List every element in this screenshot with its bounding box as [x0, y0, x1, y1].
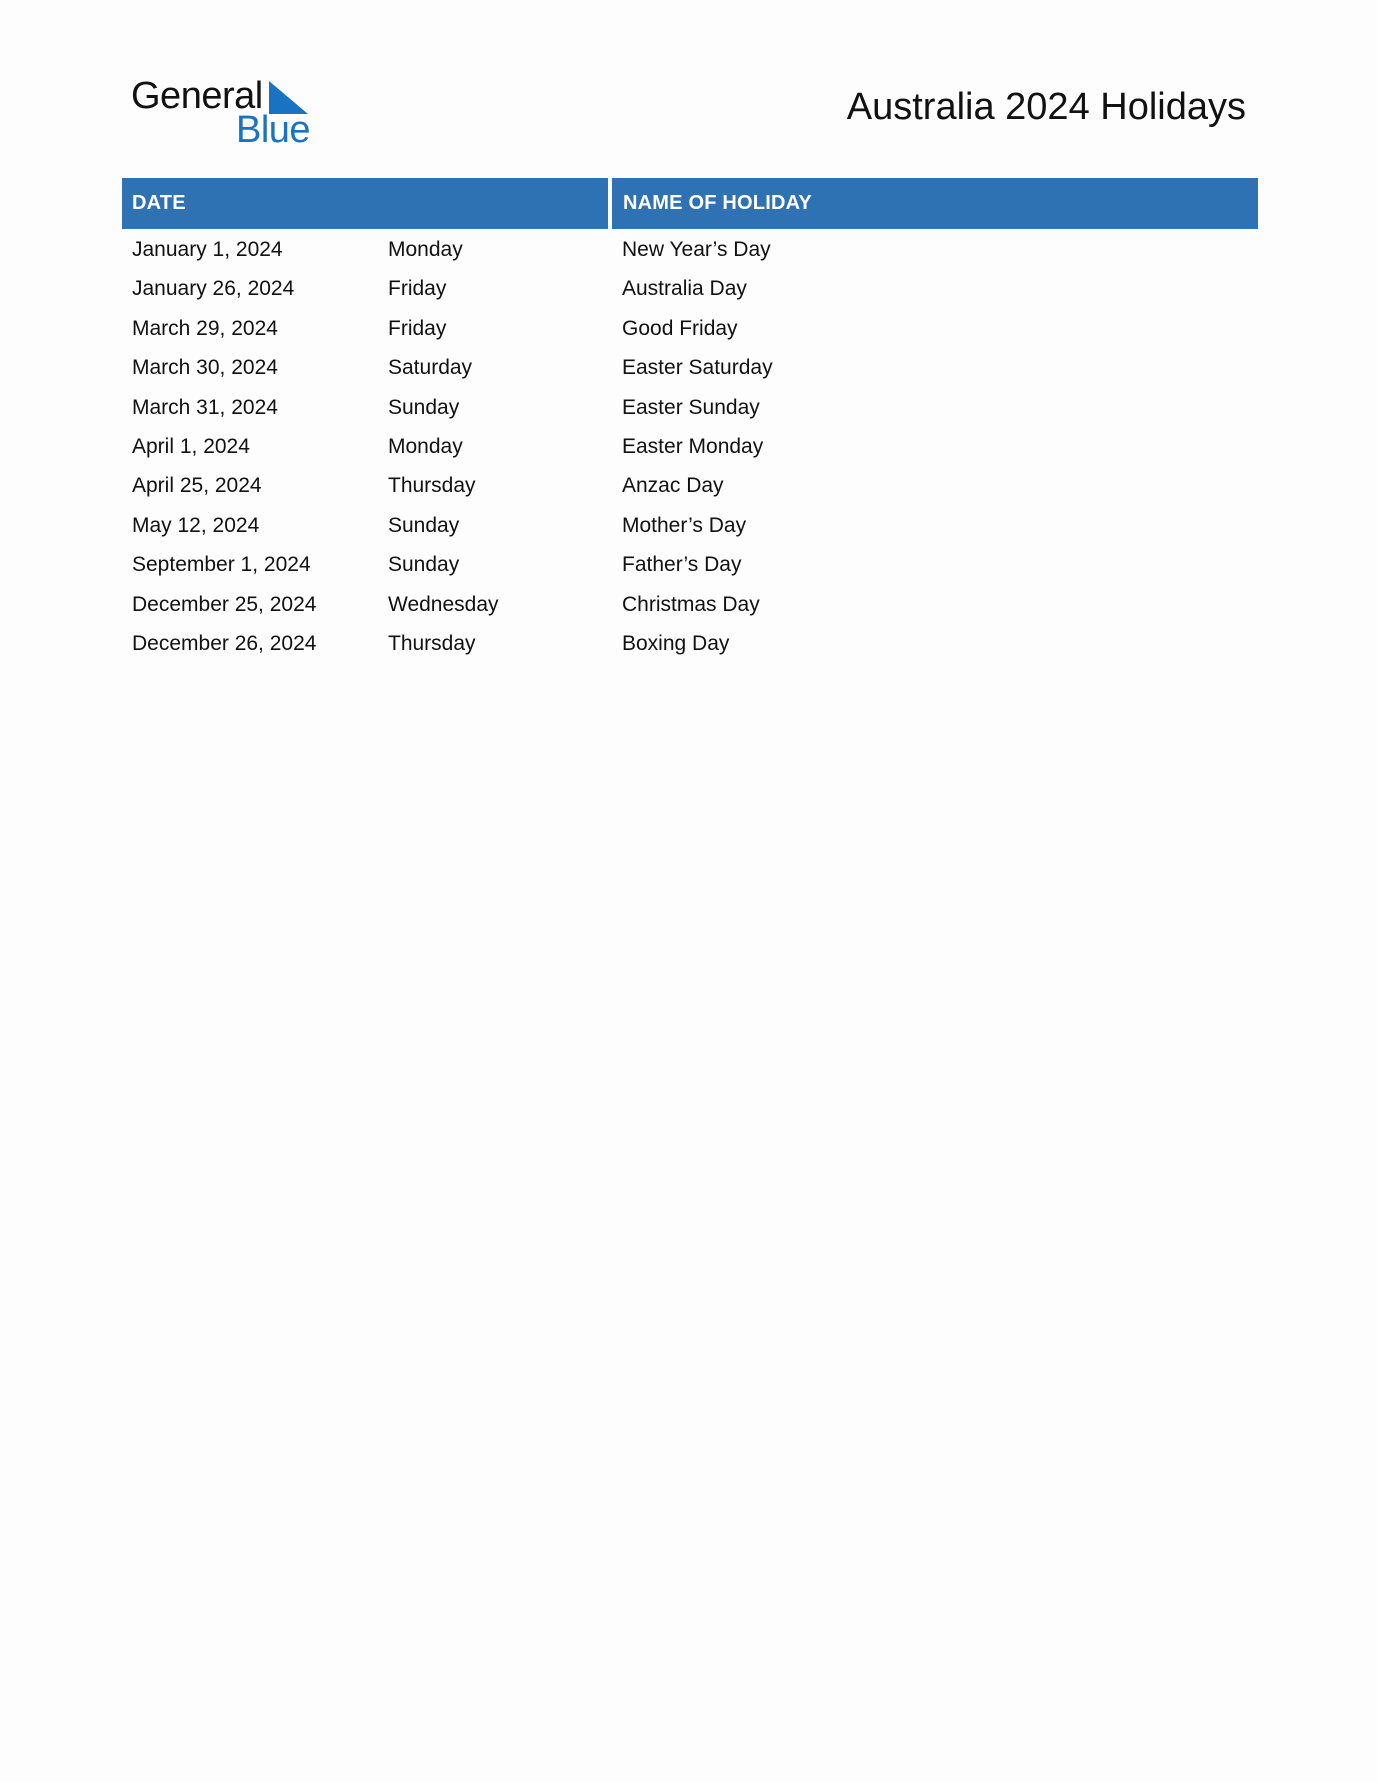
- table-row: [122, 348, 1258, 387]
- holiday-weekday: Sunday: [388, 513, 460, 537]
- table-row: [122, 309, 1258, 348]
- holiday-weekday: Monday: [388, 238, 463, 261]
- holiday-weekday: Thursday: [388, 474, 476, 498]
- holiday-name: Father’s Day: [622, 553, 742, 577]
- holiday-date: April 1, 2024: [132, 434, 250, 458]
- holiday-weekday: Friday: [388, 316, 447, 340]
- table-row: [122, 388, 1258, 427]
- holiday-weekday: Friday: [388, 277, 447, 301]
- table-row: [122, 466, 1258, 505]
- holiday-weekday: Thursday: [388, 631, 476, 655]
- holiday-name: Boxing Day: [622, 631, 730, 655]
- table-row: [122, 506, 1258, 545]
- holiday-name: Anzac Day: [622, 474, 724, 498]
- holiday-table-body: [122, 230, 1258, 663]
- page-title: Australia 2024 Holidays: [846, 86, 1246, 128]
- table-header: [122, 178, 1258, 229]
- logo-text-blue: Blue: [236, 109, 311, 151]
- holiday-date: December 25, 2024: [132, 592, 317, 616]
- holiday-date: September 1, 2024: [132, 553, 311, 577]
- holiday-name: Easter Sunday: [622, 395, 760, 419]
- holiday-weekday: Saturday: [388, 356, 473, 380]
- table-row: [122, 585, 1258, 624]
- holiday-name: Christmas Day: [622, 592, 760, 616]
- holiday-name: Easter Monday: [622, 434, 764, 458]
- holiday-name: Easter Saturday: [622, 356, 773, 380]
- holiday-name: Good Friday: [622, 316, 738, 340]
- logo-text-general: General: [131, 75, 263, 117]
- holiday-weekday: Sunday: [388, 553, 460, 577]
- table-row: [122, 230, 1258, 269]
- holiday-name: Mother’s Day: [622, 513, 747, 537]
- holiday-weekday: Monday: [388, 434, 463, 458]
- table-row: [122, 427, 1258, 466]
- holiday-date: April 25, 2024: [132, 474, 262, 498]
- generalblue-logo: [131, 74, 331, 154]
- holiday-date: May 12, 2024: [132, 513, 260, 537]
- holiday-weekday: Sunday: [388, 395, 460, 419]
- holiday-date: December 26, 2024: [132, 631, 317, 655]
- holiday-date: January 1, 2024: [132, 238, 283, 261]
- table-row: [122, 624, 1258, 663]
- holiday-weekday: Wednesday: [388, 592, 499, 616]
- table-row: [122, 545, 1258, 584]
- holiday-name: New Year’s Day: [622, 238, 771, 261]
- column-header-holiday-name: NAME OF HOLIDAY: [612, 178, 1258, 229]
- holiday-name: Australia Day: [622, 277, 747, 301]
- column-header-date: DATE: [122, 178, 608, 229]
- table-row: [122, 269, 1258, 308]
- holiday-date: March 29, 2024: [132, 316, 278, 340]
- holiday-date: January 26, 2024: [132, 277, 295, 301]
- holiday-date: March 31, 2024: [132, 395, 278, 419]
- holiday-date: March 30, 2024: [132, 356, 278, 380]
